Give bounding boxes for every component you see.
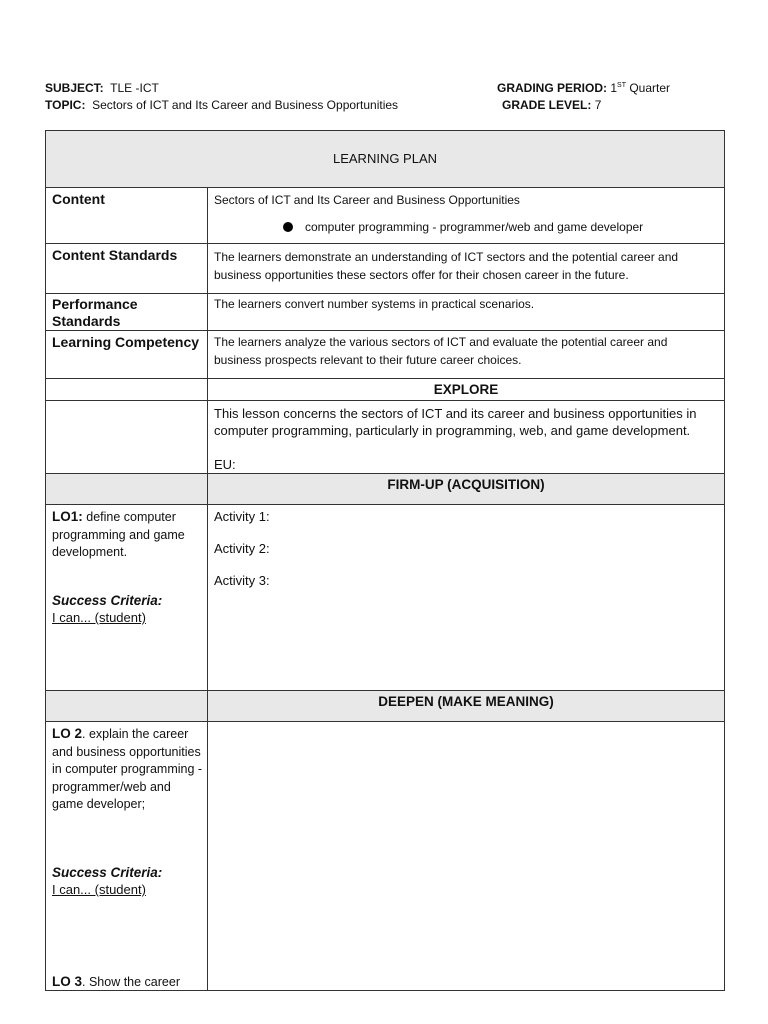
topic-line [45,98,398,112]
learning-competency-row [46,331,725,379]
title-row [46,131,725,188]
explore-body-blank [46,401,208,474]
subject-value: TLE -ICT [110,81,159,95]
deepen-heading-row [46,691,725,722]
grading-period-number: 1 [610,81,618,95]
performance-standards-label: Performance Standards [46,294,208,331]
grading-period-line [497,81,670,95]
firmup-heading: FIRM-UP (ACQUISITION) [208,474,725,505]
learning-plan-title-cell [46,131,725,188]
lo1-i-can: I can... (student) [52,610,146,625]
content-bullet-item [214,219,718,236]
bullet-icon [283,222,293,232]
deepen-body-cell [208,722,725,991]
lo2-i-can: I can... (student) [52,882,146,897]
explore-text: This lesson concerns the sectors of ICT and its career and business opportunities in computer programming, particularly in programming, web, and game development. [214,406,697,438]
grade-level-line [502,98,601,112]
content-value-cell [208,188,725,244]
subject-line [45,81,159,95]
explore-eu: EU: [214,457,236,472]
lo1-objective [52,508,203,562]
activities-cell [208,505,725,691]
activity-2: Activity 2: [214,541,270,556]
content-standards-row [46,244,725,294]
performance-standards-row [46,294,725,331]
explore-body-cell [208,401,725,474]
performance-standards-value: The learners convert number systems in practical scenarios. [208,294,725,331]
lo2-label: LO 2 [52,726,83,741]
learning-competency-label: Learning Competency [46,331,208,379]
grade-level-value: 7 [594,98,602,112]
activity-3: Activity 3: [214,573,270,588]
learning-plan-table [45,130,725,991]
topic-label: TOPIC: [45,98,86,112]
content-standards-value: The learners demonstrate an understanding of ICT sectors and the potential career and business opportunities these sectors offer for their chosen career in the future. [208,244,725,294]
content-standards-label: Content Standards [46,244,208,294]
subject-label: SUBJECT: [45,81,104,95]
content-label: Content [46,188,208,244]
firmup-heading-row [46,474,725,505]
lo3-label: LO 3 [52,974,83,989]
lo2-text: . explain the career and business opportunities in computer programming - programmer/web and game developer; [52,727,203,811]
content-bullet-text: computer programming - programmer/web and game developer [305,220,644,234]
deepen-heading: DEEPEN (MAKE MEANING) [208,691,725,722]
explore-heading: EXPLORE [208,379,725,401]
grading-period-rest: Quarter [629,81,671,95]
lo2-objective [52,725,203,814]
content-row [46,188,725,244]
grade-level-label: GRADE LEVEL: [502,98,592,112]
lo2-success-criteria: Success Criteria: [52,864,163,880]
lo3-text: . Show the career [82,975,180,989]
grading-period-label: GRADING PERIOD: [497,81,608,95]
activity-1: Activity 1: [214,509,270,524]
lo2-cell [46,722,208,991]
lo1-text: define computer programming and game development. [52,510,185,559]
firmup-heading-blank [46,474,208,505]
topic-value: Sectors of ICT and Its Career and Business Opportunities [92,98,399,112]
explore-heading-blank [46,379,208,401]
content-value: Sectors of ICT and Its Career and Business Opportunities [214,193,520,207]
learning-plan-title: LEARNING PLAN [332,151,438,166]
firmup-body-row [46,505,725,691]
explore-heading-row [46,379,725,401]
deepen-heading-blank [46,691,208,722]
learning-competency-value: The learners analyze the various sectors of ICT and evaluate the potential career and business prospects relevant to their future career choices. [208,331,725,379]
grading-period-suffix: ST [617,82,626,89]
lo3-objective [52,973,180,992]
deepen-body-row [46,722,725,991]
lo1-success-criteria: Success Criteria: [52,592,163,608]
lo1-label: LO1: [52,509,83,524]
lo1-cell [46,505,208,691]
explore-body-row [46,401,725,474]
